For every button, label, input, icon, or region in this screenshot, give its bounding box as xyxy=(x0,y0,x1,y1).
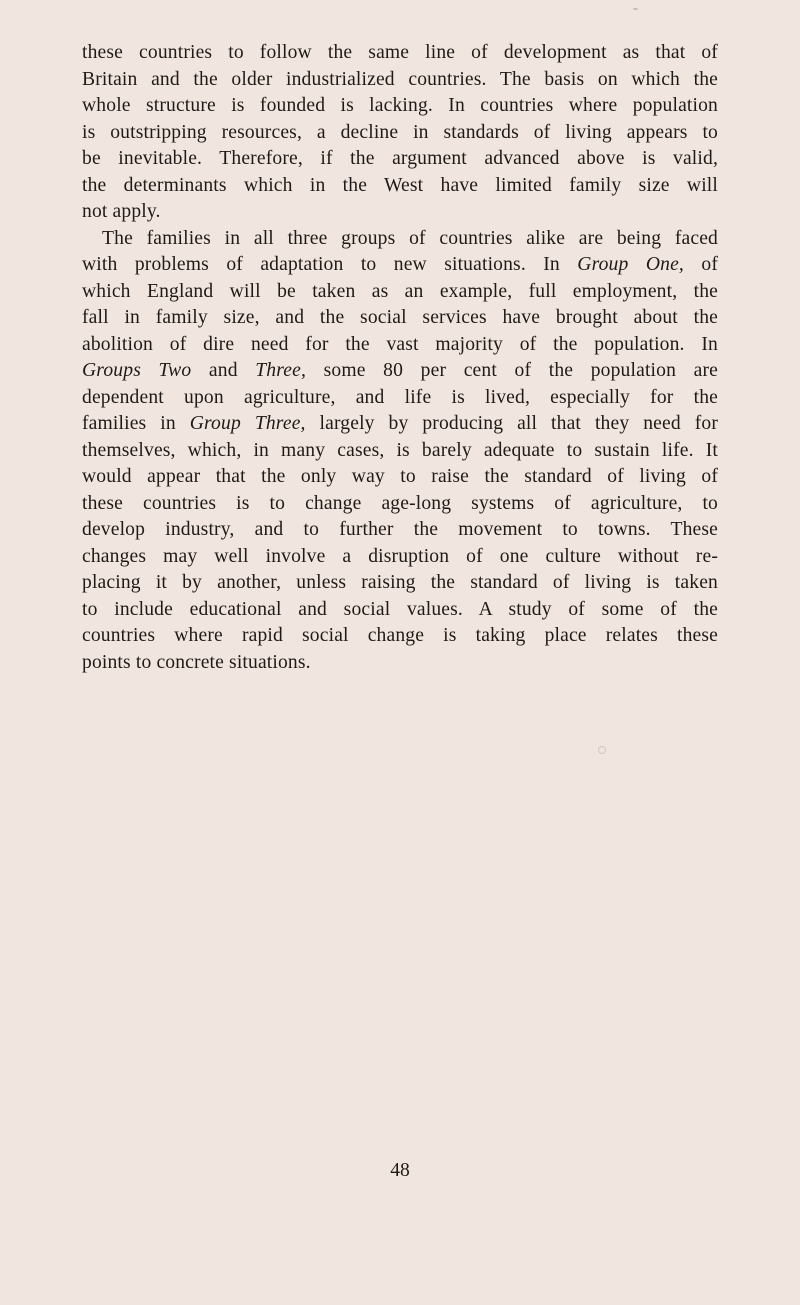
text-line: fall in family size, and the social services have brought about the xyxy=(82,307,718,328)
text-line: abolition of dire need for the vast majority of the population. In xyxy=(82,333,718,355)
text-line: themselves, which, in many cases, is barely adequate to sustain life. It xyxy=(82,439,718,461)
text-line: not apply. xyxy=(82,201,161,222)
text-line: Britain and the older industrialized countries. The basis on which the xyxy=(82,68,718,90)
text-line: which England will be taken as an example, full employment, the xyxy=(82,280,718,302)
text-line: these countries to follow the same line of development as that of xyxy=(82,42,718,63)
paper-speck xyxy=(633,8,638,10)
text-line: the determinants which in the West have limited family size will xyxy=(82,174,718,196)
text-line: dependent upon agriculture, and life is lived, especially for the xyxy=(82,386,718,408)
body-text xyxy=(82,40,718,676)
paper-speck xyxy=(598,746,606,754)
text-line: points to concrete situations. xyxy=(82,651,311,673)
text-line: be inevitable. Therefore, if the argument advanced above is valid, xyxy=(82,148,718,169)
text-line: develop industry, and to further the movement to towns. These xyxy=(82,519,718,540)
text-line: with problems of adaptation to new situations. In Group One, of xyxy=(82,254,718,275)
text-line: placing it by another, unless raising the standard of living is taken xyxy=(82,572,718,593)
text-line: would appear that the only way to raise the standard of living of xyxy=(82,466,718,487)
text-line: The families in all three groups of countries alike are being faced xyxy=(102,227,718,249)
text-line: is outstripping resources, a decline in standards of living appears to xyxy=(82,121,718,143)
text-line: to include educational and social values. A study of some of the xyxy=(82,598,718,620)
text-line: countries where rapid social change is taking place relates these xyxy=(82,625,718,646)
italic-term: Groups Two xyxy=(82,360,192,381)
text-line: changes may well involve a disruption of one culture without re- xyxy=(82,545,718,567)
italic-term: Three, xyxy=(255,360,307,381)
italic-term: Group Three, xyxy=(189,413,306,434)
text-line: Groups Two and Three, some 80 per cent of the population are xyxy=(82,360,718,381)
italic-term: Group One, xyxy=(577,254,684,275)
page-number: 48 xyxy=(390,1160,410,1181)
text-line: families in Group Three, largely by producing all that they need for xyxy=(82,413,719,434)
text-line: these countries is to change age-long systems of agriculture, to xyxy=(82,492,718,514)
text-line: whole structure is founded is lacking. In countries where population xyxy=(82,95,718,116)
